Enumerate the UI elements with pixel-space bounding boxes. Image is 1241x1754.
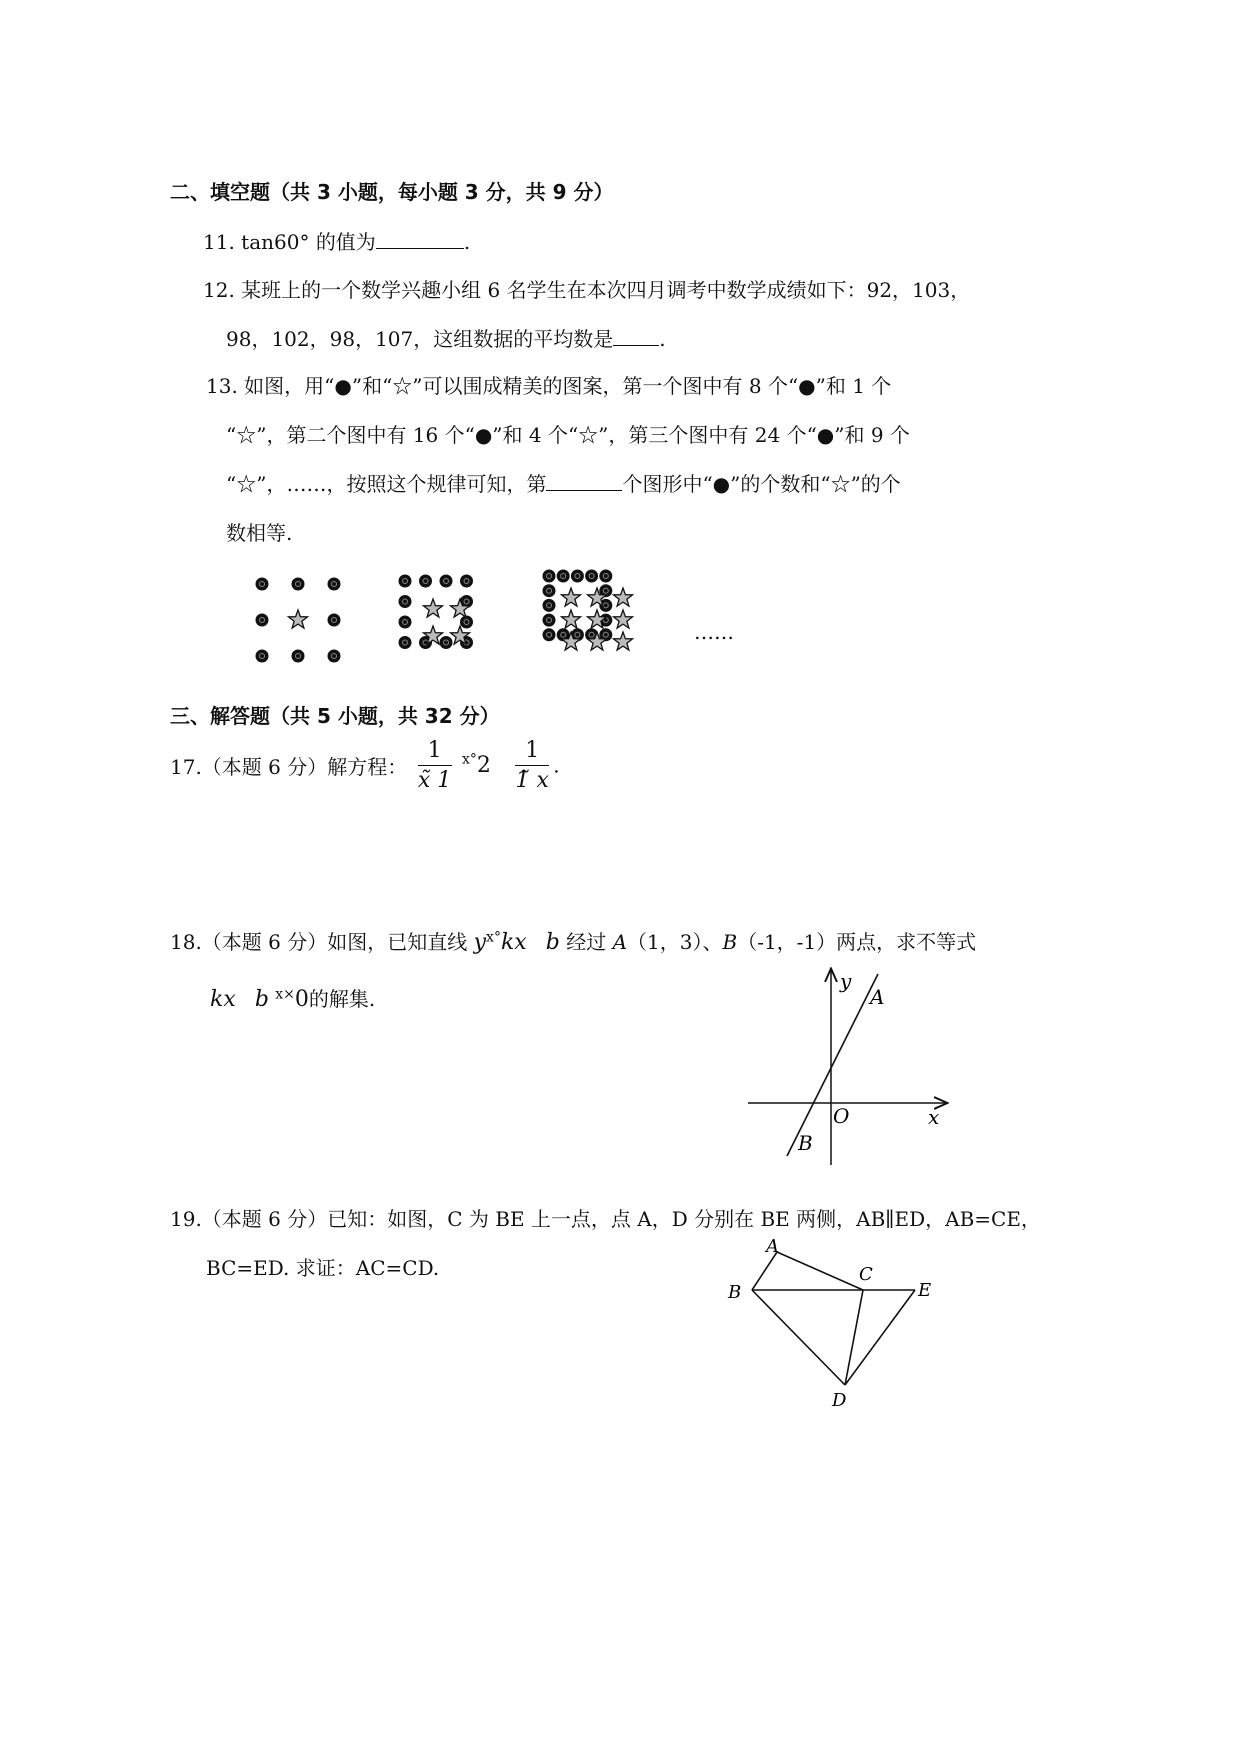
pattern-star (614, 610, 633, 628)
pattern-dot (328, 650, 341, 663)
pattern-dot (585, 570, 598, 583)
pattern-star (614, 632, 633, 650)
y-axis-label: y (840, 969, 852, 993)
question-11 (203, 226, 470, 255)
pattern-dot (256, 650, 269, 663)
pattern-dot (292, 578, 305, 591)
question-18-line-2 (210, 983, 375, 1012)
q12-answer-blank (613, 327, 659, 346)
pattern-figure-2 (399, 575, 474, 650)
pattern-dot (256, 578, 269, 591)
question-12-line-2 (226, 323, 666, 352)
question-19-line-1: 19.（本题 6 分）已知：如图，C 为 BE 上一点，点 A，D 分别在 BE 两侧，AB∥ED，AB=CE， (170, 1207, 1041, 1231)
vertex-e-label: E (918, 1280, 932, 1301)
segment-ed (845, 1290, 915, 1385)
q18-point-a: A (612, 930, 628, 954)
segment-cd (845, 1290, 863, 1385)
pattern-dot (399, 616, 412, 629)
q18-l2-kx: kx (210, 987, 236, 1012)
q18-l2-end: 的解集. (308, 987, 376, 1011)
segment-bd (752, 1290, 845, 1385)
question-13-line-3 (226, 468, 901, 497)
q12-text: 98，102，98，107，这组数据的平均数是 (226, 327, 614, 351)
q13-text-b: 个图形中“●”的个数和“☆”的个 (622, 472, 901, 496)
q17-frac1-denominator: x̃ 1 (417, 768, 452, 793)
pattern-dot (557, 570, 570, 583)
point-b-label: B (798, 1131, 813, 1155)
pattern-star (289, 610, 308, 628)
q17-prefix: 17.（本题 6 分）解方程： (170, 755, 408, 779)
q17-frac2-numerator: 1 (515, 738, 549, 766)
pattern-figure-3 (543, 570, 633, 651)
q18-text-b: 经过 (566, 930, 607, 954)
pattern-dot (543, 614, 556, 627)
q18-var-b: b (545, 930, 560, 955)
q18-b-coords: （-1，-1）两点，求不等式 (737, 930, 977, 954)
q17-fraction-1 (418, 738, 452, 793)
question-13-line-1: 13. 如图，用“●”和“☆”可以围成精美的图案，第一个图中有 8 个“●”和 1 个 (206, 374, 892, 398)
q11-end: . (463, 230, 471, 254)
q13-pattern-figures (240, 565, 760, 680)
q18-l2-zero: 0 (294, 987, 309, 1012)
pattern-dot (328, 578, 341, 591)
pattern-dot (543, 584, 556, 597)
q17-stray-glyph: x° (461, 751, 477, 768)
pattern-dot (571, 570, 584, 583)
question-17 (170, 738, 560, 793)
q17-frac2-denominator: 1̃ x (515, 768, 549, 793)
pattern-ellipsis: …… (694, 620, 734, 644)
pattern-dot (599, 570, 612, 583)
pattern-star (424, 599, 443, 617)
pattern-star (562, 588, 581, 606)
q13-answer-blank (546, 472, 622, 491)
question-19-line-2: BC=ED. 求证：AC=CD. (206, 1256, 440, 1280)
q13-text-a: “☆”，……，按照这个规律可知，第 (226, 472, 547, 496)
question-12-line-1: 12. 某班上的一个数学兴趣小组 6 名学生在本次四月调考中数学成绩如下：92，103， (203, 278, 971, 302)
q18-var-y: y (473, 930, 487, 955)
segment-ac (777, 1252, 863, 1290)
q18-text-a: 18.（本题 6 分）如图，已知直线 (170, 930, 468, 954)
vertex-a-label: A (766, 1236, 779, 1257)
pattern-dot (440, 575, 453, 588)
pattern-dot (543, 628, 556, 641)
q17-frac1-numerator: 1 (418, 738, 452, 766)
x-axis-label: x (928, 1105, 940, 1129)
section-3-heading: 三、解答题（共 5 小题，共 32 分） (170, 704, 500, 728)
q18-point-b: B (722, 930, 738, 954)
q17-term-2: 2 (476, 753, 491, 778)
pattern-dot (399, 636, 412, 649)
pattern-dot (399, 595, 412, 608)
question-13-line-4: 数相等. (226, 521, 293, 545)
pattern-dot (256, 614, 269, 627)
pattern-dot (419, 575, 432, 588)
q17-end: . (553, 753, 560, 778)
vertex-c-label: C (859, 1264, 873, 1285)
vertex-d-label: D (832, 1390, 847, 1411)
q18-l2-stray-glyph: x× (275, 986, 295, 1003)
pattern-dot (399, 575, 412, 588)
origin-label: O (833, 1104, 850, 1128)
q18-l2-b: b (254, 987, 269, 1012)
q19-triangle-figure (720, 1230, 960, 1415)
segment-ab (752, 1252, 777, 1290)
point-a-label: A (870, 985, 885, 1009)
pattern-dot (440, 636, 453, 649)
question-13-line-2: “☆”，第二个图中有 16 个“●”和 4 个“☆”，第三个图中有 24 个“●”和 9 个 (226, 423, 910, 447)
pattern-star (562, 610, 581, 628)
q11-text: 11. tan60° 的值为 (203, 230, 376, 254)
pattern-dot (328, 614, 341, 627)
section-2-heading: 二、填空题（共 3 小题，每小题 3 分，共 9 分） (170, 180, 614, 204)
vertex-b-label: B (728, 1282, 742, 1303)
pattern-star (614, 588, 633, 606)
pattern-dot (460, 575, 473, 588)
question-18-line-1 (170, 926, 976, 955)
q18-var-kx: kx (500, 930, 527, 955)
q18-stray-glyph: x° (486, 929, 501, 946)
q18-a-coords: （1，3）、 (627, 930, 723, 954)
pattern-dot (292, 650, 305, 663)
pattern-dot (543, 570, 556, 583)
pattern-figure-1 (256, 578, 341, 663)
pattern-dot (543, 599, 556, 612)
q18-coordinate-graph (740, 960, 960, 1170)
q11-answer-blank (376, 230, 464, 249)
line-through-a-b (787, 974, 878, 1156)
q17-fraction-2 (515, 738, 549, 793)
q12-end: . (659, 327, 666, 351)
